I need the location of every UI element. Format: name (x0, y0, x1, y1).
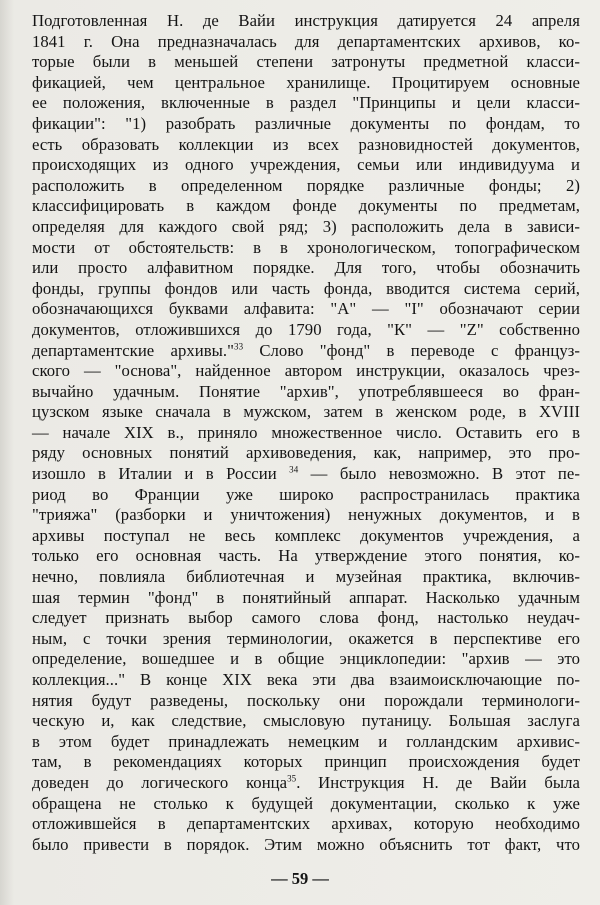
text-line: фикации": "1) разобрать различные документы по фондам, то (32, 113, 580, 133)
text-line: торые были в меньшей степени затронуты предметной класси- (32, 52, 580, 72)
text-line: следует признать выбор самого слова фонд, настолько неудач- (32, 608, 580, 628)
text-line: есть образовать коллекции из всех разновидностей документов, (32, 134, 580, 154)
text-line: архивы поступал не весь комплекс документов учреждения, а (32, 525, 580, 545)
text-line: "трияжа" (разборки и уничтожения) ненужных документов, и в (32, 505, 580, 525)
text-line: ческую и, как следствие, смысловую путаницу. Большая заслуга (32, 711, 580, 731)
page-number: — 59 — (271, 869, 329, 888)
text-segment: — было невозможно. В этот пе- (298, 464, 580, 484)
text-line: документов, отложившихся до 1790 года, "К" — "Z" собственно (32, 319, 580, 339)
text-line: классифицировать в каждом фонде документы по предметам, (32, 196, 580, 216)
text-line: ным, с точки зрения терминологии, окажется в перспективе его (32, 628, 580, 648)
text-line: Подготовленная Н. де Вайи инструкция датируется 24 апреля (32, 11, 580, 30)
text-line: обращена не столько к будущей документации, сколько к уже (32, 793, 580, 813)
text-segment: Слово "фонд" в переводе с француз- (243, 340, 580, 360)
text-line: ее положения, включенные в раздел "Принципы и цели класси- (32, 93, 580, 113)
text-line: нятия будут разведены, поскольку они порождали терминологи- (32, 690, 580, 710)
text-line: коллекция..." В конце XIX века эти два взаимоисключающие по- (32, 670, 580, 689)
text-line: — начале XIX в., приняло множественное число. Оставить его в (32, 422, 580, 442)
text-line-with-footnote (32, 773, 580, 794)
text-line: 1841 г. Она предназначалась для департаментских архивов, ко- (32, 31, 580, 51)
text-line: нечно, повлияла библиотечная и музейная практика, включив- (32, 567, 580, 587)
footnote-marker: 33 (234, 340, 244, 351)
text-line: фикацией, чем центральное хранилище. Процитируем основные (32, 72, 580, 92)
footnote-marker: 34 (289, 464, 299, 475)
text-line: определение, вошедшее и в общие энциклопедии: "архив — это (32, 649, 580, 669)
text-line: там, в рекомендациях которых принцип происхождения будет (32, 752, 580, 772)
text-line: происходящих из одного учреждения, семьи или индивидуума и (32, 155, 580, 175)
text-line-with-footnote (32, 341, 580, 362)
text-line: обозначающихся буквами алфавита: "А" — "I" обозначают серии (32, 299, 580, 319)
text-line: цузском языке сначала в мужском, затем в женском роде, в XVIII (32, 402, 580, 422)
text-segment: . Инструкция Н. де Вайи была (296, 772, 580, 792)
text-line: или просто алфавитном порядке. Для того, чтобы обозначить (32, 258, 580, 278)
text-line: определяя для каждого свой ряд; 3) расположить дела в зависи- (32, 216, 580, 236)
text-segment: изошло в Италии и в России (32, 464, 277, 484)
text-line: шая термин "фонд" в понятийный аппарат. Насколько удачным (32, 587, 580, 607)
text-segment: департаментские архивы." (32, 340, 235, 360)
text-line: ряду основных понятий архивоведения, как, например, это про- (32, 443, 580, 463)
text-line: было привести в порядок. Этим можно объяснить тот факт, что (32, 834, 580, 854)
text-line: мости от обстоятельств: в в хронологическом, топографическом (32, 237, 580, 257)
text-line: ского — "основа", найденное автором инструкции, оказалось чрез- (32, 361, 580, 381)
footnote-marker: 35 (287, 773, 297, 784)
text-line: только его основная часть. На утверждение этого понятия, ко- (32, 546, 580, 566)
text-line: риод во Франции уже широко распространилась практика (32, 484, 580, 504)
text-line: отложившейся в департаментских архивах, которую необходимо (32, 814, 580, 834)
text-line: фонды, группы фондов или часть фонда, вводится система серий, (32, 278, 580, 298)
text-segment: доведен до логического конца (32, 772, 288, 792)
text-line: вычайно удачным. Понятие "архив", употреблявшееся во фран- (32, 381, 580, 401)
body-text (32, 11, 580, 855)
text-line: расположить в определенном порядке различные фонды; 2) (32, 175, 580, 195)
text-line-with-footnote (32, 464, 580, 485)
text-line: в этом будет принадлежать немецким и голландским архивис- (32, 731, 580, 751)
